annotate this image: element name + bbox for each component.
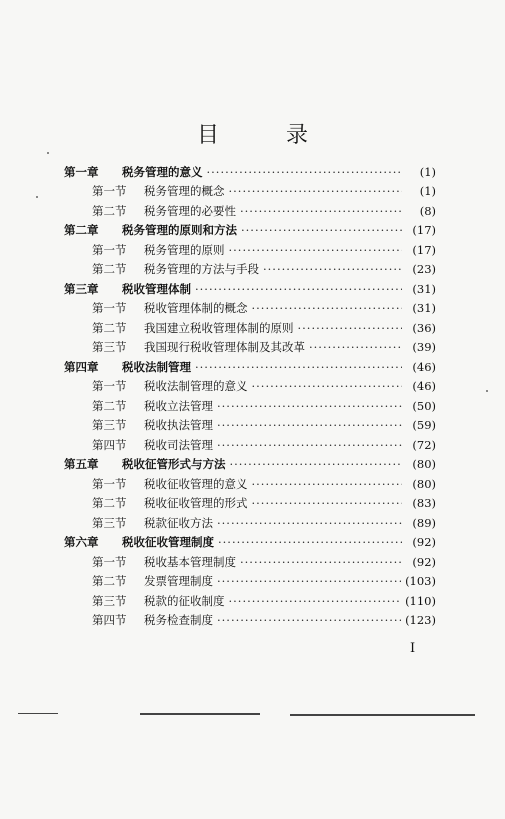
scan-speck <box>486 390 488 392</box>
toc-page-number: (46) <box>412 359 436 374</box>
toc-entry-number: 第一节 <box>92 379 127 394</box>
toc-section-row <box>64 416 436 436</box>
toc-entry-number: 第二节 <box>92 496 127 511</box>
toc-section-row <box>64 299 436 319</box>
toc-dot-leader <box>298 321 403 335</box>
toc-page-number: (46) <box>412 379 436 394</box>
toc-entry-number: 第一节 <box>92 476 127 491</box>
toc-section-row <box>64 240 436 260</box>
page-folio: I <box>410 641 416 656</box>
toc-dot-leader <box>217 438 402 452</box>
toc-dot-leader <box>217 399 402 413</box>
toc-dot-leader <box>207 165 403 179</box>
toc-page-number: (103) <box>405 574 436 589</box>
toc-page-number: (23) <box>412 262 436 277</box>
toc-page-number: (50) <box>412 398 436 413</box>
toc-entry-number: 第一章 <box>64 164 99 179</box>
toc-entry-number: 第四节 <box>92 613 127 628</box>
toc-page-number: (83) <box>412 496 436 511</box>
toc-page-number: (123) <box>405 613 436 628</box>
toc-page-number: (92) <box>412 535 436 550</box>
toc-dot-leader <box>241 223 402 237</box>
toc-entry-number: 第二节 <box>92 203 127 218</box>
toc-dot-leader <box>217 574 401 588</box>
toc-entry-title: 税务管理的原则 <box>144 242 225 257</box>
toc-entry-title: 税收司法管理 <box>144 437 213 452</box>
toc-entry-number: 第六章 <box>64 535 99 550</box>
toc-page-number: (39) <box>412 340 436 355</box>
toc-dot-leader <box>195 360 402 374</box>
toc-entry-title: 税务检查制度 <box>144 613 213 628</box>
toc-section-row <box>64 611 436 631</box>
toc-section-row <box>64 396 436 416</box>
toc-section-row <box>64 572 436 592</box>
toc-entry-title: 税收征收管理制度 <box>122 535 214 550</box>
toc-entry-number: 第三章 <box>64 281 99 296</box>
toc-dot-leader <box>252 301 403 315</box>
toc-dot-leader <box>240 555 402 569</box>
toc-page-number: (17) <box>412 242 436 257</box>
toc-dot-leader <box>252 496 403 510</box>
scan-edge-line <box>140 713 260 715</box>
toc-entry-title: 税务管理的方法与手段 <box>144 262 259 277</box>
toc-entry-title: 税收征收管理的形式 <box>144 496 248 511</box>
toc-section-row <box>64 377 436 397</box>
toc-entry-title: 税收管理体制的概念 <box>144 301 248 316</box>
toc-page-number: (72) <box>412 437 436 452</box>
toc-entry-title: 税收管理体制 <box>122 281 191 296</box>
toc-page-number: (8) <box>419 203 436 218</box>
toc-entry-title: 税收法制管理的意义 <box>144 379 248 394</box>
toc-section-row <box>64 513 436 533</box>
toc-entry-number: 第一节 <box>92 242 127 257</box>
toc-page-number: (31) <box>412 301 436 316</box>
toc-page-number: (1) <box>419 184 436 199</box>
toc-section-row <box>64 494 436 514</box>
scan-edge-line <box>290 714 475 716</box>
toc-chapter-row <box>64 221 436 241</box>
toc-section-row <box>64 338 436 358</box>
toc-page-number: (80) <box>412 457 436 472</box>
toc-page-number: (110) <box>405 593 436 608</box>
table-of-contents <box>64 162 436 630</box>
page-title: 目 录 <box>197 123 338 148</box>
toc-section-row <box>64 435 436 455</box>
toc-entry-title: 税收征管形式与方法 <box>122 457 226 472</box>
toc-dot-leader <box>229 243 403 257</box>
toc-entry-number: 第三节 <box>92 515 127 530</box>
toc-section-row <box>64 318 436 338</box>
toc-dot-leader <box>240 204 402 218</box>
toc-chapter-row <box>64 279 436 299</box>
toc-section-row <box>64 201 436 221</box>
toc-page-number: (80) <box>412 476 436 491</box>
toc-dot-leader <box>195 282 402 296</box>
toc-entry-number: 第二节 <box>92 262 127 277</box>
toc-entry-title: 税收法制管理 <box>122 359 191 374</box>
scan-speck <box>47 152 49 154</box>
toc-entry-number: 第二章 <box>64 223 99 238</box>
toc-dot-leader <box>309 340 402 354</box>
toc-entry-title: 税款征收方法 <box>144 515 213 530</box>
toc-entry-number: 第五章 <box>64 457 99 472</box>
toc-entry-title: 税收基本管理制度 <box>144 554 236 569</box>
toc-entry-number: 第二节 <box>92 574 127 589</box>
toc-page-number: (1) <box>419 164 436 179</box>
toc-page-number: (17) <box>412 223 436 238</box>
toc-entry-number: 第一节 <box>92 554 127 569</box>
toc-section-row <box>64 552 436 572</box>
toc-page-number: (59) <box>412 418 436 433</box>
toc-page-number: (92) <box>412 554 436 569</box>
toc-dot-leader <box>229 594 402 608</box>
toc-entry-number: 第四节 <box>92 437 127 452</box>
toc-page-number: (89) <box>412 515 436 530</box>
toc-entry-title: 发票管理制度 <box>144 574 213 589</box>
toc-entry-title: 税务管理的必要性 <box>144 203 236 218</box>
toc-entry-number: 第三节 <box>92 593 127 608</box>
toc-entry-number: 第四章 <box>64 359 99 374</box>
toc-dot-leader <box>229 184 403 198</box>
toc-chapter-row <box>64 162 436 182</box>
toc-section-row <box>64 591 436 611</box>
toc-entry-title: 我国建立税收管理体制的原则 <box>144 320 294 335</box>
toc-dot-leader <box>252 379 403 393</box>
toc-entry-number: 第一节 <box>92 301 127 316</box>
toc-entry-title: 税收征收管理的意义 <box>144 476 248 491</box>
toc-section-row <box>64 182 436 202</box>
toc-section-row <box>64 474 436 494</box>
toc-entry-title: 税款的征收制度 <box>144 593 225 608</box>
toc-entry-title: 税务管理的原则和方法 <box>122 223 237 238</box>
toc-entry-number: 第三节 <box>92 418 127 433</box>
toc-dot-leader <box>252 477 403 491</box>
toc-dot-leader <box>217 418 402 432</box>
toc-section-row <box>64 260 436 280</box>
toc-entry-number: 第二节 <box>92 320 127 335</box>
toc-dot-leader <box>217 613 401 627</box>
toc-entry-number: 第二节 <box>92 398 127 413</box>
toc-entry-title: 税收立法管理 <box>144 398 213 413</box>
toc-entry-title: 税收执法管理 <box>144 418 213 433</box>
scan-speck <box>36 196 38 198</box>
toc-dot-leader <box>263 262 402 276</box>
scan-edge-line <box>18 713 58 714</box>
toc-entry-title: 税务管理的概念 <box>144 184 225 199</box>
toc-entry-number: 第三节 <box>92 340 127 355</box>
toc-chapter-row <box>64 357 436 377</box>
toc-dot-leader <box>218 535 402 549</box>
toc-entry-number: 第一节 <box>92 184 127 199</box>
toc-entry-title: 我国现行税收管理体制及其改革 <box>144 340 305 355</box>
toc-dot-leader <box>230 457 403 471</box>
toc-chapter-row <box>64 533 436 553</box>
toc-page-number: (31) <box>412 281 436 296</box>
toc-dot-leader <box>217 516 402 530</box>
toc-page-number: (36) <box>412 320 436 335</box>
toc-chapter-row <box>64 455 436 475</box>
toc-entry-title: 税务管理的意义 <box>122 164 203 179</box>
